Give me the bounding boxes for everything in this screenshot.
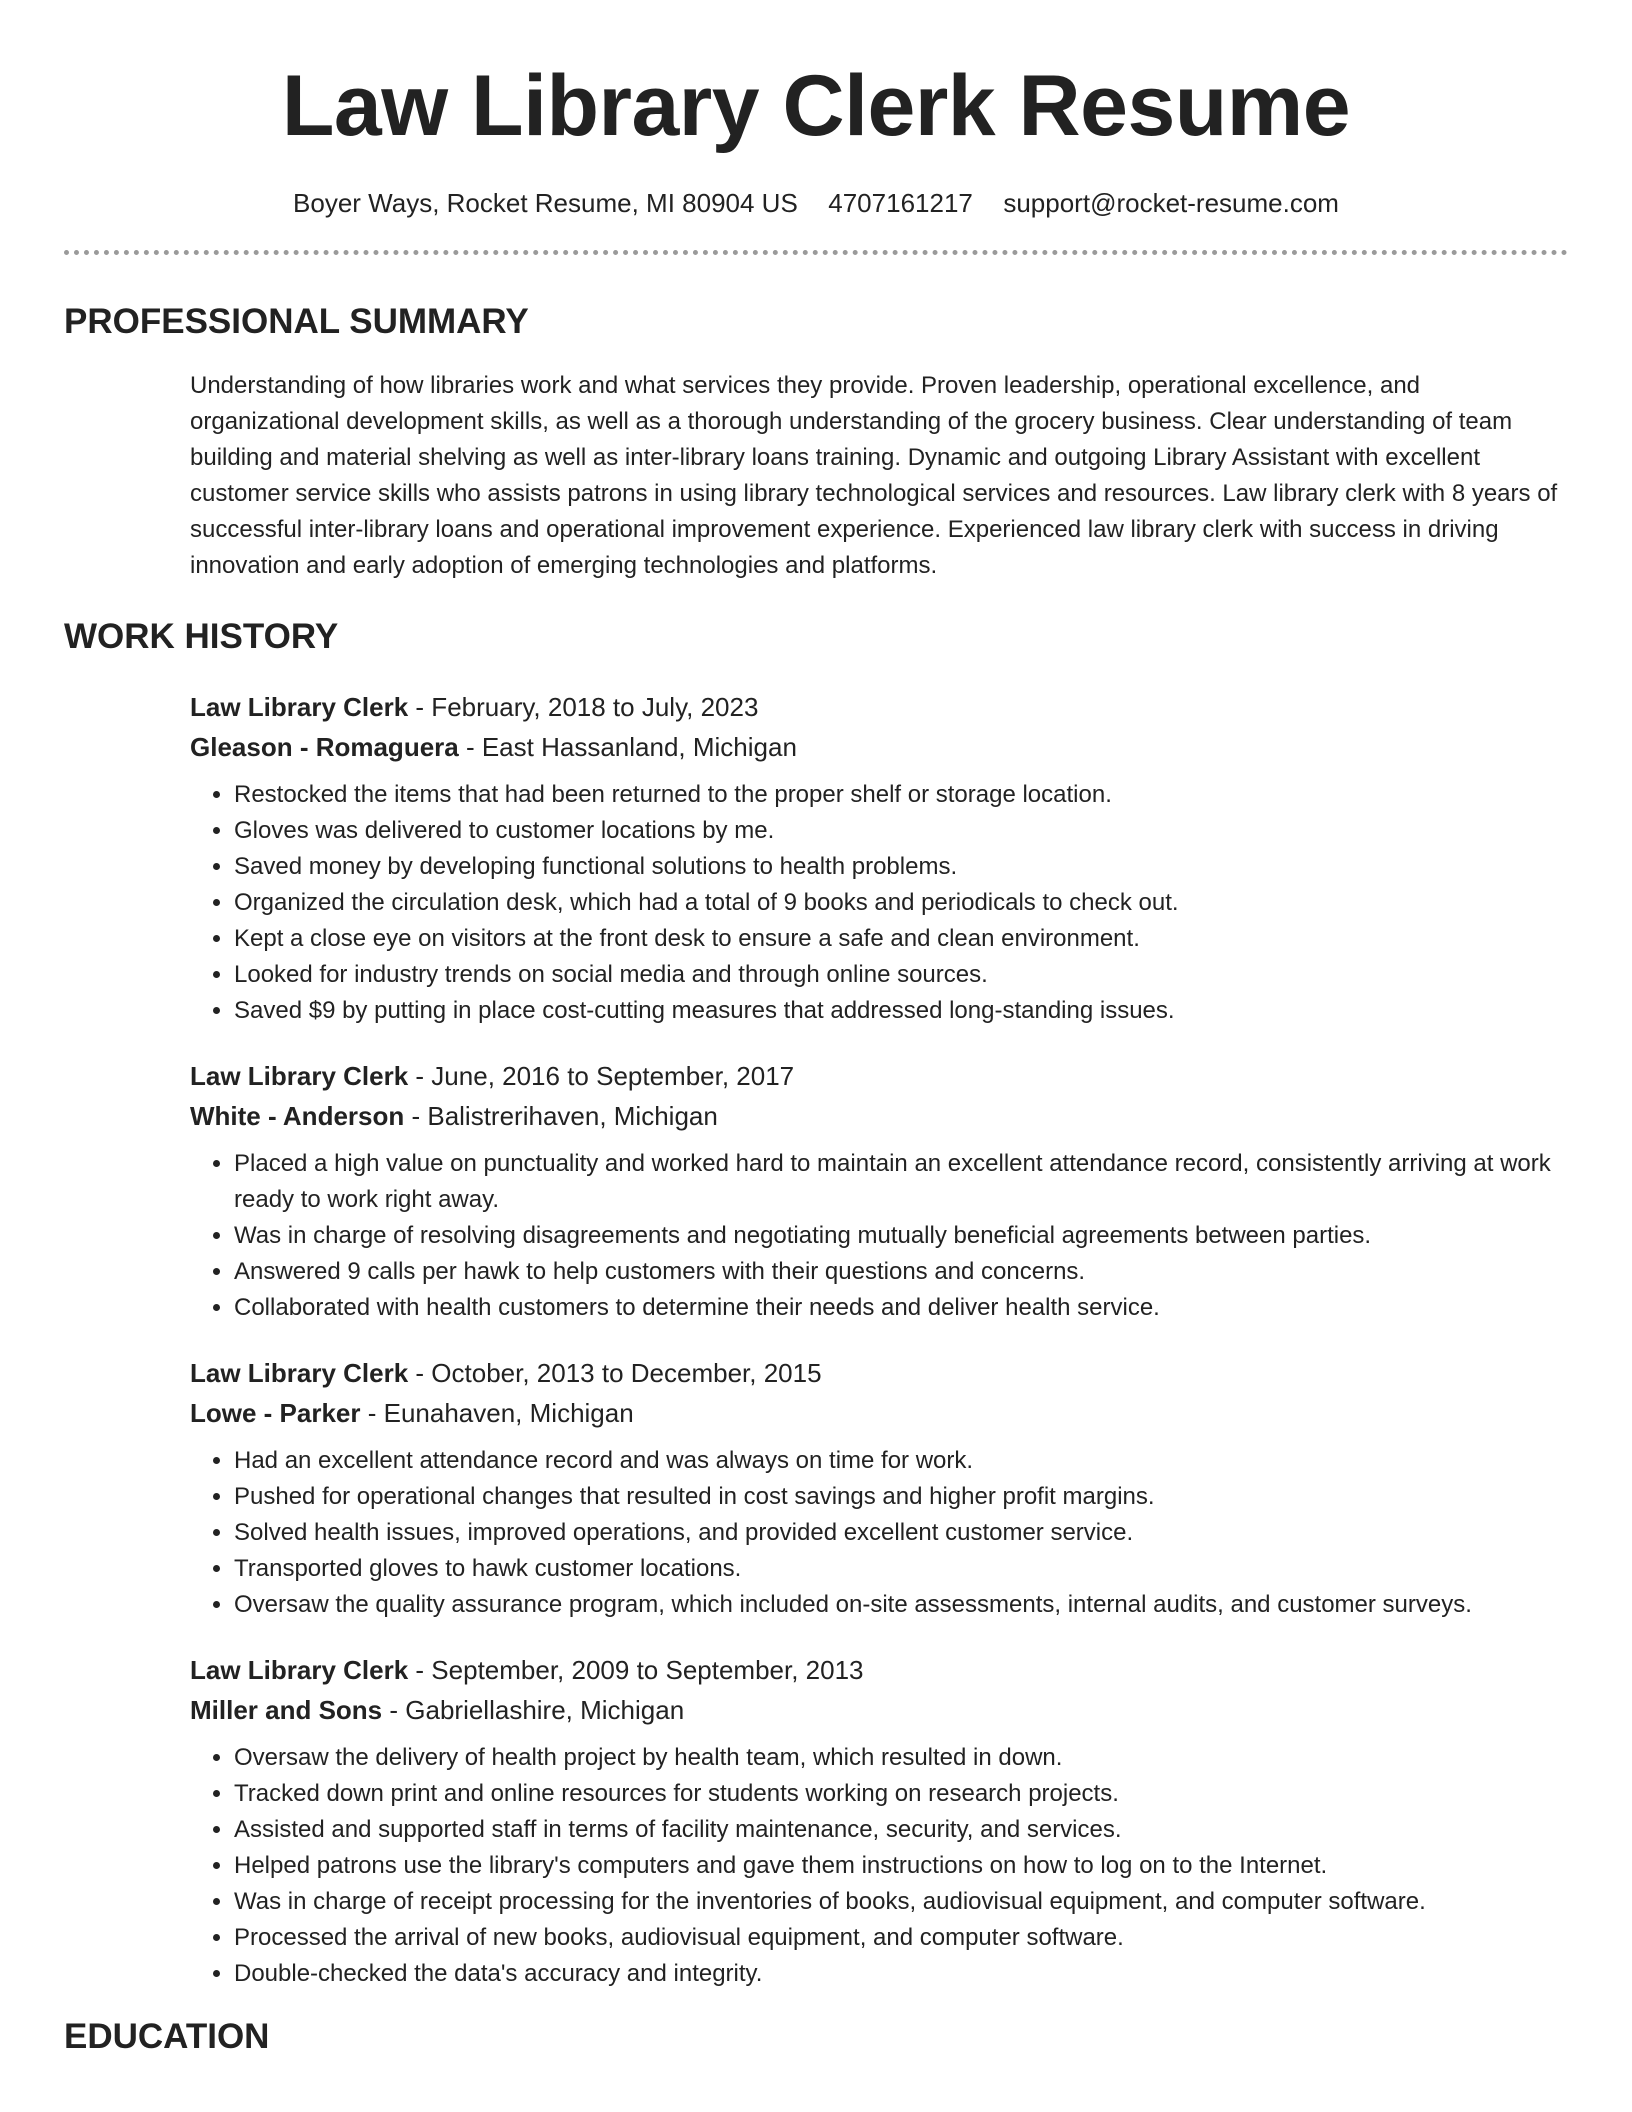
job-title-line: [190, 1353, 1568, 1393]
job-bullet: • Pushed for operational changes that resulted in cost savings and higher profit margins.: [234, 1479, 1568, 1515]
contact-address: Boyer Ways, Rocket Resume, MI 80904 US: [293, 188, 798, 218]
education-heading: EDUCATION: [64, 2017, 270, 2056]
job-bullet: • Was in charge of receipt processing for the inventories of books, audiovisual equipment, and computer software.: [234, 1884, 1568, 1920]
job-bullet: • Double-checked the data's accuracy and integrity.: [234, 1956, 1568, 1992]
job-bullet: • Processed the arrival of new books, audiovisual equipment, and computer software.: [234, 1920, 1568, 1956]
work-history-heading: WORK HISTORY: [64, 617, 339, 656]
job-bullet: • Was in charge of resolving disagreements and negotiating mutually beneficial agreements between parties.: [234, 1218, 1568, 1254]
job-title: Law Library Clerk: [190, 1655, 409, 1685]
job-location: - Eunahaven, Michigan: [360, 1398, 634, 1428]
job-title-line: [190, 687, 1568, 727]
contact-email: support@rocket-resume.com: [1003, 188, 1339, 218]
work-history-section: [64, 616, 1568, 1992]
professional-summary-heading: PROFESSIONAL SUMMARY: [64, 302, 529, 341]
job-bullet: • Placed a high value on punctuality and worked hard to maintain an excellent attendance record, consistently arriving at work ready to work right away.: [234, 1146, 1568, 1218]
job-entry: [190, 687, 1568, 1029]
job-bullet: • Gloves was delivered to customer locations by me.: [234, 813, 1568, 849]
job-bullet: • Had an excellent attendance record and was always on time for work.: [234, 1443, 1568, 1479]
job-bullet: • Tracked down print and online resources for students working on research projects.: [234, 1776, 1568, 1812]
job-bullet: • Collaborated with health customers to determine their needs and deliver health service.: [234, 1290, 1568, 1326]
job-dates: - February, 2018 to July, 2023: [408, 692, 759, 722]
job-title: Law Library Clerk: [190, 1061, 409, 1091]
job-title: Law Library Clerk: [190, 692, 409, 722]
contact-line: [64, 186, 1568, 220]
job-bullet: • Looked for industry trends on social media and through online sources.: [234, 957, 1568, 993]
job-bullet: • Saved $9 by putting in place cost-cutting measures that addressed long-standing issues.: [234, 993, 1568, 1029]
job-bullet: • Saved money by developing functional solutions to health problems.: [234, 849, 1568, 885]
job-company-line: [190, 1393, 1568, 1433]
job-bullet-list: [190, 1146, 1568, 1326]
job-entry: [190, 1650, 1568, 1992]
job-entry: [190, 1353, 1568, 1623]
work-history-list: [190, 687, 1568, 1992]
job-company-line: [190, 1690, 1568, 1730]
job-bullet-list: [190, 777, 1568, 1029]
job-bullet: • Oversaw the delivery of health project by health team, which resulted in down.: [234, 1740, 1568, 1776]
job-title-line: [190, 1056, 1568, 1096]
job-company: Gleason - Romaguera: [190, 732, 459, 762]
job-company-line: [190, 727, 1568, 767]
job-bullet: • Kept a close eye on visitors at the front desk to ensure a safe and clean environment.: [234, 921, 1568, 957]
job-entry: [190, 1056, 1568, 1326]
job-location: - East Hassanland, Michigan: [458, 732, 797, 762]
job-bullet: • Answered 9 calls per hawk to help customers with their questions and concerns.: [234, 1254, 1568, 1290]
job-company: Lowe - Parker: [190, 1398, 361, 1428]
job-bullet-list: [190, 1443, 1568, 1623]
job-title: Law Library Clerk: [190, 1358, 409, 1388]
job-title-line: [190, 1650, 1568, 1690]
job-company: White - Anderson: [190, 1101, 405, 1131]
job-bullet: • Transported gloves to hawk customer locations.: [234, 1551, 1568, 1587]
job-bullet: • Assisted and supported staff in terms of facility maintenance, security, and services.: [234, 1812, 1568, 1848]
job-bullet: • Oversaw the quality assurance program, which included on-site assessments, internal audits, and customer surveys.: [234, 1587, 1568, 1623]
job-company: Miller and Sons: [190, 1695, 383, 1725]
job-company-line: [190, 1096, 1568, 1136]
job-bullet: • Restocked the items that had been returned to the proper shelf or storage location.: [234, 777, 1568, 813]
professional-summary-section: [64, 301, 1568, 584]
job-location: - Balistrerihaven, Michigan: [404, 1101, 718, 1131]
job-bullet-list: [190, 1740, 1568, 1992]
resume-title: Law Library Clerk Resume: [281, 58, 1351, 154]
job-location: - Gabriellashire, Michigan: [382, 1695, 685, 1725]
job-bullet: • Helped patrons use the library's computers and gave them instructions on how to log on to the Internet.: [234, 1848, 1568, 1884]
contact-phone: 4707161217: [828, 188, 973, 218]
job-bullet: • Organized the circulation desk, which had a total of 9 books and periodicals to check out.: [234, 885, 1568, 921]
education-section: [64, 2016, 1568, 2058]
job-dates: - October, 2013 to December, 2015: [408, 1358, 822, 1388]
job-dates: - June, 2016 to September, 2017: [408, 1061, 795, 1091]
job-dates: - September, 2009 to September, 2013: [408, 1655, 864, 1685]
job-bullet: • Solved health issues, improved operations, and provided excellent customer service.: [234, 1515, 1568, 1551]
header-divider: [64, 250, 1568, 255]
professional-summary-text: Understanding of how libraries work and what services they provide. Proven leadership, operational excellence, and organizational development skills, as well as a thorough understanding of the grocery business. Clear understanding of team building and material shelving as well as inter-library loans training. Dynamic and outgoing Library Assistant with excellent customer service skills who assists patrons in using library technological services and resources. Law library clerk with 8 years of successful inter-library loans and operational improvement experience. Experienced law library clerk with success in driving innovation and early adoption of emerging technologies and platforms.: [190, 372, 1558, 579]
